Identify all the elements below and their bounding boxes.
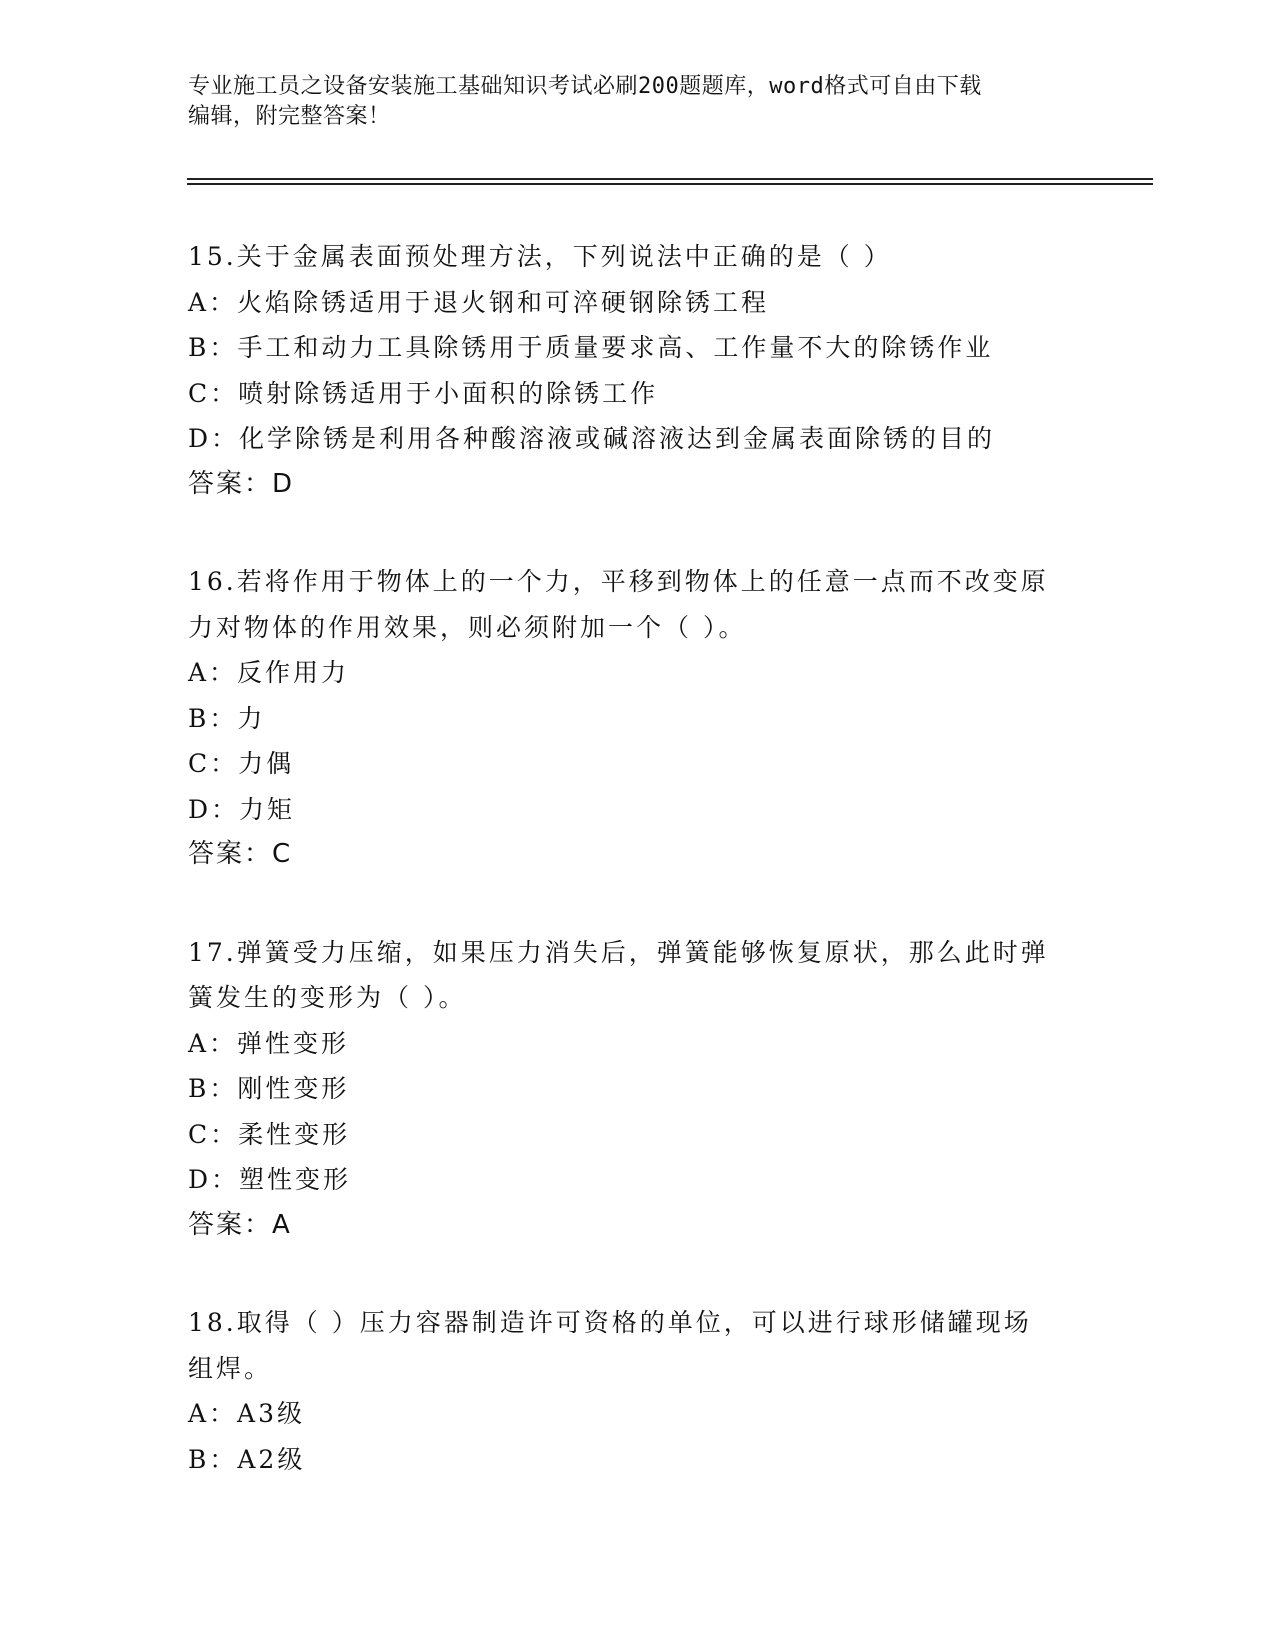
document-header bbox=[188, 72, 1088, 132]
option-a: A：弹性变形 bbox=[188, 1028, 350, 1058]
option-a: A：A3级 bbox=[188, 1399, 306, 1428]
header-line-2: 编辑，附完整答案！ bbox=[188, 104, 391, 129]
option-c: C：柔性变形 bbox=[188, 1119, 351, 1149]
question-text: 15.关于金属表面预处理方法，下列说法中正确的是（ ） bbox=[188, 242, 892, 271]
option-a: A：火焰除锈适用于退火钢和可淬硬钢除锈工程 bbox=[188, 287, 770, 317]
option-c: C：喷射除锈适用于小面积的除锈工作 bbox=[188, 378, 659, 408]
option-b: B：力 bbox=[188, 703, 266, 733]
question-text: 17.弹簧受力压缩，如果压力消失后，弹簧能够恢复原状，那么此时弹 bbox=[188, 937, 1049, 967]
question-text: 18.取得（ ）压力容器制造许可资格的单位，可以进行球形储罐现场 bbox=[188, 1308, 1032, 1337]
option-c: C：力偶 bbox=[188, 749, 295, 778]
answer: 答案：D bbox=[188, 468, 295, 499]
option-d: D：化学除锈是利用各种酸溶液或碱溶液达到金属表面除锈的目的 bbox=[188, 424, 996, 453]
question-text-continued: 簧发生的变形为（ ）。 bbox=[188, 983, 467, 1012]
header-divider-bottom bbox=[187, 183, 1153, 185]
question-list bbox=[188, 234, 1088, 1482]
header-line-1: 专业施工员之设备安装施工基础知识考试必刷200题题库，word格式可自由下载 bbox=[188, 74, 982, 99]
question-17 bbox=[188, 930, 1088, 1249]
question-16 bbox=[188, 559, 1088, 878]
question-text-continued: 力对物体的作用效果，则必须附加一个（ ）。 bbox=[188, 612, 747, 642]
answer: 答案：C bbox=[188, 839, 293, 869]
question-15 bbox=[188, 234, 1088, 507]
option-b: B：A2级 bbox=[188, 1444, 306, 1474]
option-b: B：手工和动力工具除锈用于质量要求高、工作量不大的除锈作业 bbox=[188, 333, 994, 362]
question-text: 16.若将作用于物体上的一个力，平移到物体上的任意一点而不改变原 bbox=[188, 567, 1049, 596]
question-18 bbox=[188, 1300, 1088, 1482]
question-text-continued: 组焊。 bbox=[188, 1353, 273, 1383]
option-d: D：塑性变形 bbox=[188, 1165, 352, 1194]
option-b: B：刚性变形 bbox=[188, 1074, 350, 1103]
answer: 答案：A bbox=[188, 1209, 292, 1240]
header-divider-top bbox=[187, 178, 1153, 180]
option-a: A：反作用力 bbox=[188, 658, 350, 687]
option-d: D：力矩 bbox=[188, 794, 296, 824]
